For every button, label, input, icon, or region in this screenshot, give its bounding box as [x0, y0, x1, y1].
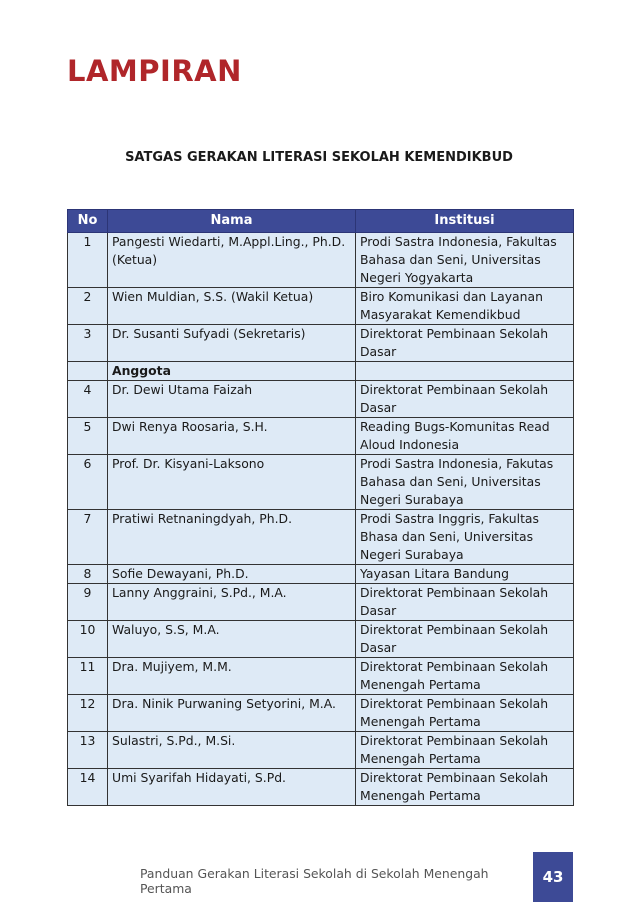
- roster-table-header: [68, 210, 574, 233]
- header-no: No: [68, 210, 108, 233]
- table-cell-institusi: Direktorat Pembinaan Sekolah Dasar: [356, 621, 574, 658]
- table-cell-nama: Lanny Anggraini, S.Pd., M.A.: [108, 584, 356, 621]
- roster-table-body: [68, 233, 574, 806]
- table-row: [68, 732, 574, 769]
- table-subtitle: [0, 150, 638, 165]
- table-row: [68, 288, 574, 325]
- table-cell-institusi: Biro Komunikasi dan Layanan Masyarakat Kemendikbud: [356, 288, 574, 325]
- table-cell-nama: Dra. Mujiyem, M.M.: [108, 658, 356, 695]
- table-cell-institusi: Direktorat Pembinaan Sekolah Menengah Pertama: [356, 732, 574, 769]
- header-nama: Nama: [108, 210, 356, 233]
- table-row: [68, 233, 574, 288]
- table-cell-no: 4: [68, 381, 108, 418]
- table-row: [68, 455, 574, 510]
- table-cell-nama: Dwi Renya Roosaria, S.H.: [108, 418, 356, 455]
- table-cell-institusi: Direktorat Pembinaan Sekolah Dasar: [356, 325, 574, 362]
- table-row: [68, 325, 574, 362]
- table-row: [68, 695, 574, 732]
- roster-table: [67, 209, 574, 806]
- table-row: [68, 769, 574, 806]
- table-group-label: Anggota: [108, 362, 356, 381]
- table-cell-no: 1: [68, 233, 108, 288]
- table-cell-no: 7: [68, 510, 108, 565]
- page-number: 43: [542, 868, 564, 886]
- table-cell-nama: Pangesti Wiedarti, M.Appl.Ling., Ph.D. (Ketua): [108, 233, 356, 288]
- table-cell-no: 8: [68, 565, 108, 584]
- table-cell-nama: Sulastri, S.Pd., M.Si.: [108, 732, 356, 769]
- table-row: [68, 418, 574, 455]
- table-cell-no: 5: [68, 418, 108, 455]
- table-cell-no: 3: [68, 325, 108, 362]
- footer-text: Panduan Gerakan Literasi Sekolah di Sekolah Menengah Pertama: [140, 866, 489, 896]
- header-institusi: Institusi: [356, 210, 574, 233]
- table-subtitle-text: SATGAS GERAKAN LITERASI SEKOLAH KEMENDIKBUD: [125, 150, 513, 165]
- table-cell-institusi: Direktorat Pembinaan Sekolah Menengah Pertama: [356, 769, 574, 806]
- table-cell-institusi: Direktorat Pembinaan Sekolah Menengah Pertama: [356, 695, 574, 732]
- table-cell-nama: Wien Muldian, S.S. (Wakil Ketua): [108, 288, 356, 325]
- header-row: [68, 210, 574, 233]
- table-cell-institusi: Yayasan Litara Bandung: [356, 565, 574, 584]
- table-row: [68, 565, 574, 584]
- table-row: [68, 510, 574, 565]
- table-cell-nama: Sofie Dewayani, Ph.D.: [108, 565, 356, 584]
- table-cell-no: 14: [68, 769, 108, 806]
- table-row: [68, 658, 574, 695]
- table-cell-institusi: Reading Bugs-Komunitas Read Aloud Indonesia: [356, 418, 574, 455]
- table-cell-nama: Umi Syarifah Hidayati, S.Pd.: [108, 769, 356, 806]
- table-cell-nama: Dr. Susanti Sufyadi (Sekretaris): [108, 325, 356, 362]
- table-cell-nama: Pratiwi Retnaningdyah, Ph.D.: [108, 510, 356, 565]
- table-cell-institusi: Direktorat Pembinaan Sekolah Dasar: [356, 584, 574, 621]
- page-title: LAMPIRAN: [67, 54, 242, 88]
- table-cell-nama: Dr. Dewi Utama Faizah: [108, 381, 356, 418]
- table-cell-no: 6: [68, 455, 108, 510]
- table-cell-nama: Waluyo, S.S, M.A.: [108, 621, 356, 658]
- table-cell-institusi: Direktorat Pembinaan Sekolah Menengah Pertama: [356, 658, 574, 695]
- table-cell-no: 10: [68, 621, 108, 658]
- table-cell-institusi: Prodi Sastra Indonesia, Fakutas Bahasa dan Seni, Universitas Negeri Surabaya: [356, 455, 574, 510]
- table-cell-institusi: [356, 362, 574, 381]
- table-cell-no: 11: [68, 658, 108, 695]
- table-cell-nama: Dra. Ninik Purwaning Setyorini, M.A.: [108, 695, 356, 732]
- table-group-row: [68, 362, 574, 381]
- table-cell-no: [68, 362, 108, 381]
- table-cell-institusi: Direktorat Pembinaan Sekolah Dasar: [356, 381, 574, 418]
- table-cell-nama: Prof. Dr. Kisyani-Laksono: [108, 455, 356, 510]
- table-cell-institusi: Prodi Sastra Inggris, Fakultas Bhasa dan Seni, Universitas Negeri Surabaya: [356, 510, 574, 565]
- page-number-badge: [533, 852, 573, 902]
- table-row: [68, 584, 574, 621]
- table-cell-no: 2: [68, 288, 108, 325]
- table-cell-institusi: Prodi Sastra Indonesia, Fakultas Bahasa dan Seni, Universitas Negeri Yogyakarta: [356, 233, 574, 288]
- table-row: [68, 621, 574, 658]
- table-row: [68, 381, 574, 418]
- table-cell-no: 12: [68, 695, 108, 732]
- table-cell-no: 13: [68, 732, 108, 769]
- table-cell-no: 9: [68, 584, 108, 621]
